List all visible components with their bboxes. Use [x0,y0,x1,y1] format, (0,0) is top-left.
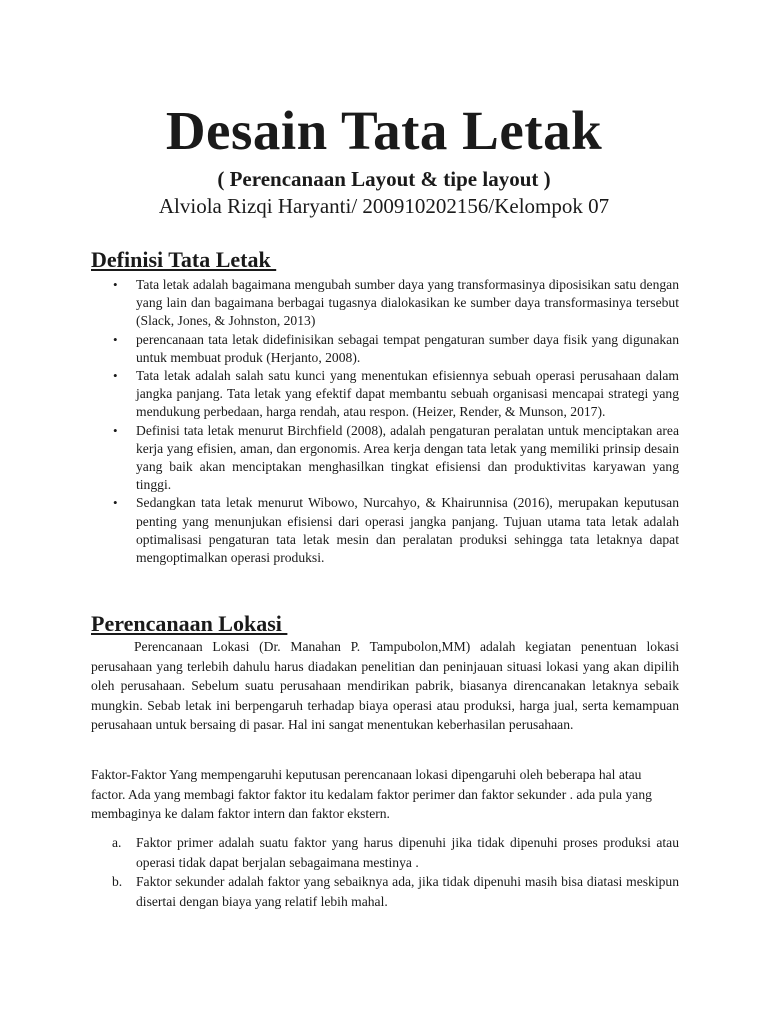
document-title: Desain Tata Letak [165,100,603,161]
document-subtitle: ( Perencanaan Layout & tipe layout ) [217,167,551,191]
list-item-text: perencanaan tata letak didefinisikan sebagai tempat pengaturan sumber daya fisik yang digunakan untuk membuat produk (Herjanto, 2008). [136,331,679,365]
faktor-list [91,833,679,911]
section-heading-lokasi: Perencanaan Lokasi [91,611,288,636]
list-item-text: Faktor primer adalah suatu faktor yang harus dipenuhi jika tidak dipenuhi proses produksi atau operasi tidak dapat berjalan sebagaimana mestinya . [136,835,679,870]
list-item [91,331,679,367]
list-item-text: Tata letak adalah salah satu kunci yang menentukan efisiennya sebuah operasi perusahaan dalam jangka panjang. Tata letak yang efektif dapat membantu sebuah organisasi mencapai strategi yang mendukung perbedaan, harga rendah, atau respon. (Heizer, Render, & Munson, 2017). [136,368,679,420]
section-heading-definisi: Definisi Tata Letak [91,247,277,272]
list-item [91,833,679,872]
faktor-paragraph: Faktor-Faktor Yang mempengaruhi keputusan perencanaan lokasi dipengaruhi oleh beberapa hal atau factor. Ada yang membagi faktor faktor itu kedalam faktor perimer dan faktor sekunder . ada pula yang membaginya ke dalam faktor intern dan faktor ekstern. [91,767,652,821]
list-item-text: Sedangkan tata letak menurut Wibowo, Nurcahyo, & Khairunnisa (2016), merupakan keputusan penting yang menunjukan efisiensi dari operasi jangka panjang. Tujuan utama tata letak adalah optimalisasi pengaturan tata letak mesin dan peralatan produksi sehingga tata letaknya dapat mengoptimalkan operasi produksi. [136,495,679,566]
bullet-icon: • [113,495,118,511]
list-marker: a. [112,835,122,850]
bullet-icon: • [113,331,118,347]
lokasi-paragraph: Perencanaan Lokasi (Dr. Manahan P. Tampubolon,MM) adalah kegiatan penentuan lokasi perusahaan yang terlebih dahulu harus diadakan penelitian dan peninjauan situasi lokasi yang akan dipilih oleh perusahaan. Sebelum suatu perusahaan mendirikan pabrik, biasanya direncanakan letaknya sebaik mungkin. Sebab letak ini berpengaruh terhadap biaya operasi atau produksi, harga jual, serta kemampuan perusahaan untuk bersaing di pasar. Hal ini sangat menentukan keberhasilan perusahaan. [91,639,679,732]
bullet-icon: • [113,277,118,292]
list-item [91,276,679,331]
bullet-icon: • [113,368,118,384]
list-item-text: Faktor sekunder adalah faktor yang sebaiknya ada, jika tidak dipenuhi masih bisa diatasi meskipun disertai dengan biaya yang relatif lebih mahal. [136,874,679,909]
bullet-icon: • [113,422,118,438]
list-item-text: Definisi tata letak menurut Birchfield (2008), adalah pengaturan peralatan untuk menciptakan area kerja yang efisien, aman, dan ergonomis. Area kerja dengan tata letak yang memiliki prinsip desain yang baik akan menciptakan menghasilkan tingkat efisiensi dan produktivitas karyawan yang tinggi. [136,422,679,493]
list-item [91,872,679,911]
author-line: Alviola Rizqi Haryanti/ 200910202156/Kelompok 07 [158,194,610,218]
list-marker: b. [112,874,123,889]
definisi-bullet-list [91,276,679,567]
list-item-text: Tata letak adalah bagaimana mengubah sumber daya yang transformasinya diposisikan satu dengan yang lain dan bagaimana berbagai tugasnya dialokasikan ke sumber daya transformasinya tersebut (Slack, Jones, & Johnston, 2013) [136,277,679,329]
list-item [91,422,679,495]
list-item [91,367,679,422]
list-item [91,494,679,567]
